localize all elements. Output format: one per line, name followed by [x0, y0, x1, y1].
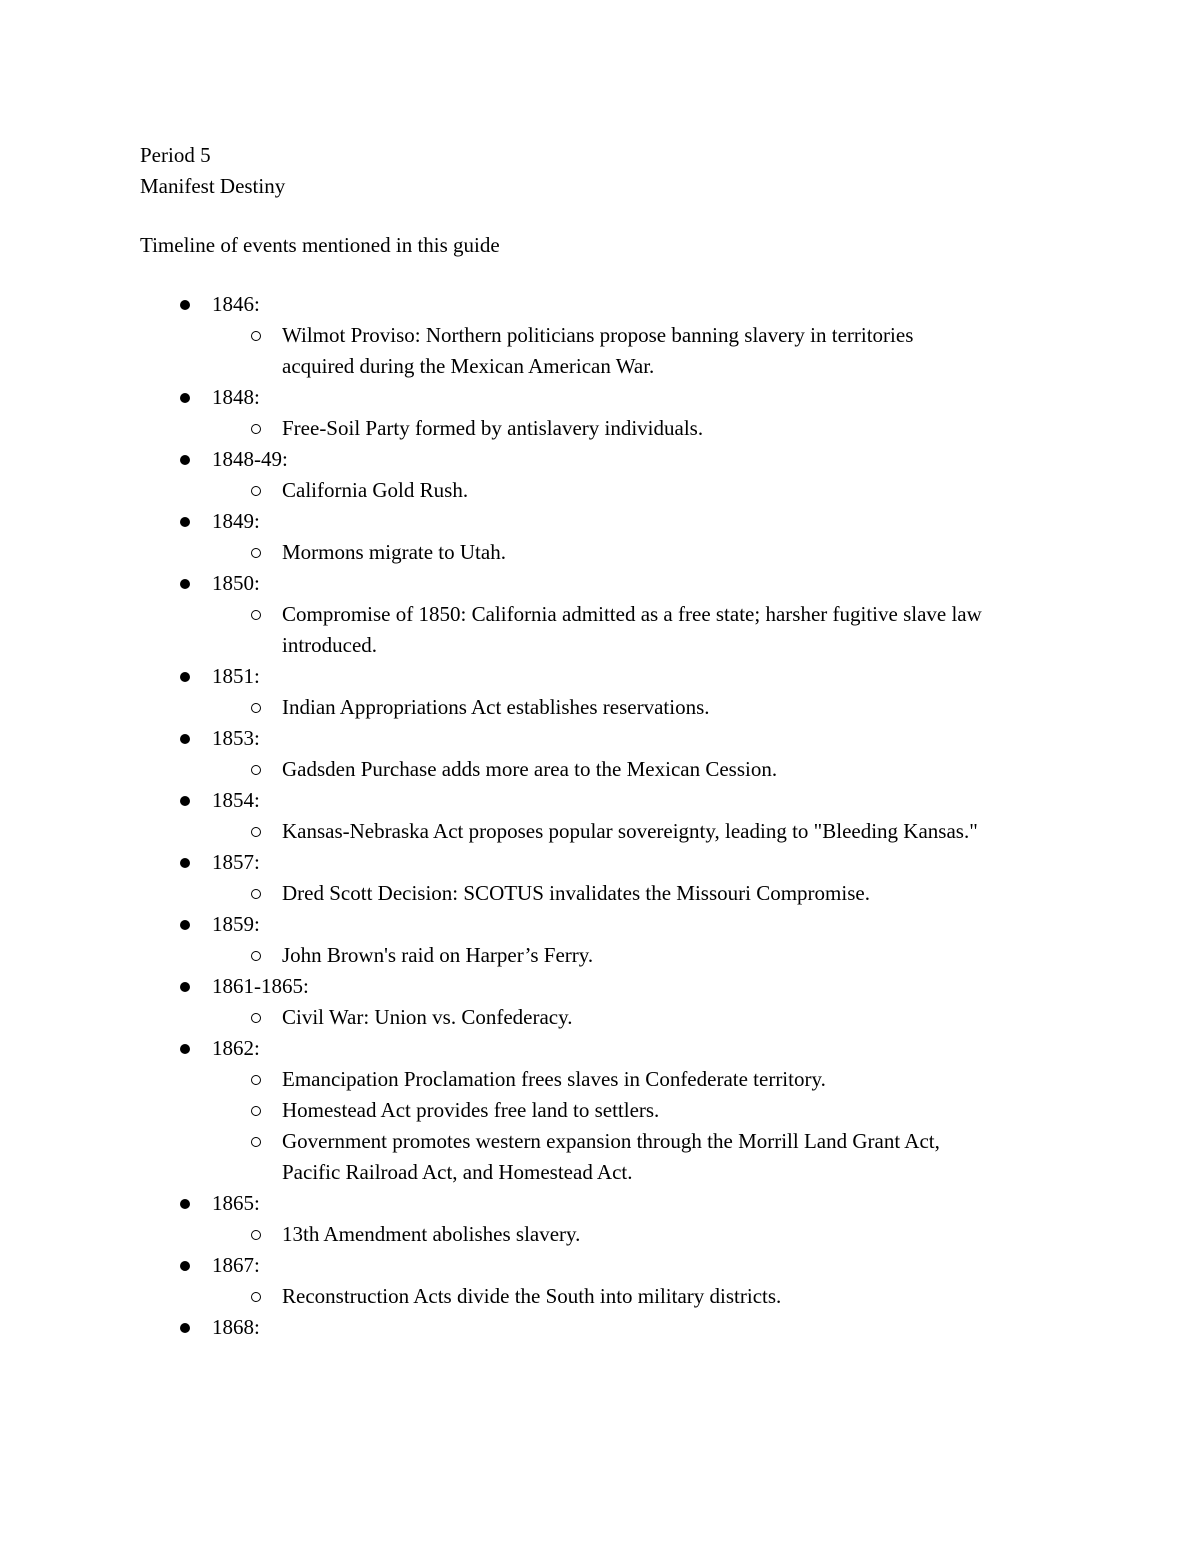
timeline-event-item: [212, 320, 982, 382]
unit-title: Manifest Destiny: [140, 174, 286, 198]
bullet-dot-icon: [180, 1323, 190, 1333]
timeline-event-item: [212, 816, 982, 847]
bullet-circle-icon: [251, 548, 261, 558]
bullet-circle-icon: [251, 424, 261, 434]
bullet-circle-icon: [251, 703, 261, 713]
timeline-event-list: [212, 1002, 1040, 1033]
bullet-circle-icon: [251, 1137, 261, 1147]
timeline-year-label: 1850:: [212, 571, 260, 595]
timeline-year-label: 1862:: [212, 1036, 260, 1060]
bullet-dot-icon: [180, 1199, 190, 1209]
timeline-year-item: [140, 506, 1040, 568]
bullet-circle-icon: [251, 889, 261, 899]
timeline-event-list: [212, 816, 1040, 847]
timeline-year-item: [140, 568, 1040, 661]
bullet-circle-icon: [251, 951, 261, 961]
timeline-event-list: [212, 599, 1040, 661]
timeline-year-label: 1846:: [212, 292, 260, 316]
bullet-circle-icon: [251, 486, 261, 496]
timeline-event-item: [212, 537, 982, 568]
timeline-event-list: [212, 413, 1040, 444]
bullet-circle-icon: [251, 1013, 261, 1023]
bullet-dot-icon: [180, 920, 190, 930]
timeline-year-item: [140, 289, 1040, 382]
timeline-year-label: 1865:: [212, 1191, 260, 1215]
timeline-year-label: 1867:: [212, 1253, 260, 1277]
timeline-year-item: [140, 723, 1040, 785]
timeline-event-list: [212, 940, 1040, 971]
spacer: [140, 261, 1040, 289]
timeline-event-list: [212, 1064, 1040, 1188]
timeline-year-label: 1849:: [212, 509, 260, 533]
timeline-event-text: Emancipation Proclamation frees slaves in Confederate territory.: [282, 1067, 826, 1091]
timeline-year-item: [140, 785, 1040, 847]
timeline-event-item: [212, 599, 988, 661]
timeline-event-item: [212, 1095, 982, 1126]
timeline-year-label: 1857:: [212, 850, 260, 874]
bullet-circle-icon: [251, 827, 261, 837]
timeline-year-label: 1854:: [212, 788, 260, 812]
timeline-event-item: [212, 475, 982, 506]
bullet-dot-icon: [180, 982, 190, 992]
timeline-event-item: [212, 1219, 982, 1250]
bullet-dot-icon: [180, 734, 190, 744]
bullet-dot-icon: [180, 796, 190, 806]
timeline-year-item: [140, 909, 1040, 971]
timeline-event-list: [212, 1281, 1040, 1312]
bullet-dot-icon: [180, 858, 190, 868]
timeline-year-item: [140, 1033, 1040, 1188]
timeline-year-item: [140, 1312, 1040, 1343]
timeline-event-list: [212, 754, 1040, 785]
timeline-event-text: Compromise of 1850: California admitted as a free state; harsher fugitive slave law introduced.: [282, 602, 988, 657]
timeline-event-item: [212, 754, 982, 785]
timeline-intro: Timeline of events mentioned in this guide: [140, 233, 500, 257]
timeline-event-item: [212, 878, 982, 909]
timeline-list: [140, 289, 1040, 1343]
timeline-event-text: John Brown's raid on Harper’s Ferry.: [282, 943, 594, 967]
bullet-circle-icon: [251, 765, 261, 775]
bullet-dot-icon: [180, 579, 190, 589]
timeline-event-list: [212, 475, 1040, 506]
timeline-event-text: Indian Appropriations Act establishes reservations.: [282, 695, 710, 719]
timeline-event-text: Government promotes western expansion through the Morrill Land Grant Act, Pacific Railroad Act, and Homestead Act.: [282, 1129, 946, 1184]
timeline-event-item: [212, 1281, 982, 1312]
timeline-year-item: [140, 1250, 1040, 1312]
timeline-event-list: [212, 692, 1040, 723]
document-body: [140, 140, 1040, 1343]
timeline-event-list: [212, 537, 1040, 568]
timeline-event-item: [212, 692, 982, 723]
timeline-event-text: Kansas-Nebraska Act proposes popular sovereignty, leading to "Bleeding Kansas.": [282, 819, 978, 843]
bullet-dot-icon: [180, 1261, 190, 1271]
timeline-event-text: Wilmot Proviso: Northern politicians propose banning slavery in territories acquired during the Mexican American War.: [282, 323, 919, 378]
timeline-event-item: [212, 1002, 982, 1033]
bullet-dot-icon: [180, 455, 190, 465]
timeline-year-item: [140, 1188, 1040, 1250]
timeline-event-item: [212, 413, 982, 444]
bullet-dot-icon: [180, 517, 190, 527]
timeline-year-label: 1859:: [212, 912, 260, 936]
timeline-year-label: 1851:: [212, 664, 260, 688]
timeline-year-label: 1861-1865:: [212, 974, 309, 998]
timeline-event-text: Dred Scott Decision: SCOTUS invalidates the Missouri Compromise.: [282, 881, 870, 905]
bullet-circle-icon: [251, 1292, 261, 1302]
timeline-event-text: Free-Soil Party formed by antislavery individuals.: [282, 416, 704, 440]
timeline-event-text: Reconstruction Acts divide the South into military districts.: [282, 1284, 782, 1308]
timeline-year-item: [140, 847, 1040, 909]
bullet-circle-icon: [251, 1230, 261, 1240]
timeline-event-text: Homestead Act provides free land to settlers.: [282, 1098, 660, 1122]
timeline-year-item: [140, 382, 1040, 444]
timeline-event-text: Mormons migrate to Utah.: [282, 540, 506, 564]
timeline-year-item: [140, 971, 1040, 1033]
timeline-year-item: [140, 661, 1040, 723]
timeline-event-item: [212, 1064, 982, 1095]
timeline-event-text: California Gold Rush.: [282, 478, 469, 502]
bullet-circle-icon: [251, 610, 261, 620]
spacer: [140, 202, 1040, 230]
timeline-year-label: 1848:: [212, 385, 260, 409]
timeline-year-label: 1853:: [212, 726, 260, 750]
bullet-dot-icon: [180, 393, 190, 403]
period-heading: Period 5: [140, 143, 211, 167]
timeline-year-label: 1868:: [212, 1315, 260, 1339]
timeline-year-item: [140, 444, 1040, 506]
bullet-circle-icon: [251, 331, 261, 341]
timeline-year-label: 1848-49:: [212, 447, 288, 471]
bullet-dot-icon: [180, 300, 190, 310]
timeline-event-text: 13th Amendment abolishes slavery.: [282, 1222, 581, 1246]
timeline-event-item: [212, 1126, 982, 1188]
timeline-event-list: [212, 878, 1040, 909]
bullet-circle-icon: [251, 1106, 261, 1116]
timeline-event-text: Civil War: Union vs. Confederacy.: [282, 1005, 573, 1029]
bullet-circle-icon: [251, 1075, 261, 1085]
timeline-event-item: [212, 940, 982, 971]
timeline-event-text: Gadsden Purchase adds more area to the Mexican Cession.: [282, 757, 778, 781]
bullet-dot-icon: [180, 672, 190, 682]
timeline-event-list: [212, 320, 1040, 382]
timeline-event-list: [212, 1219, 1040, 1250]
bullet-dot-icon: [180, 1044, 190, 1054]
